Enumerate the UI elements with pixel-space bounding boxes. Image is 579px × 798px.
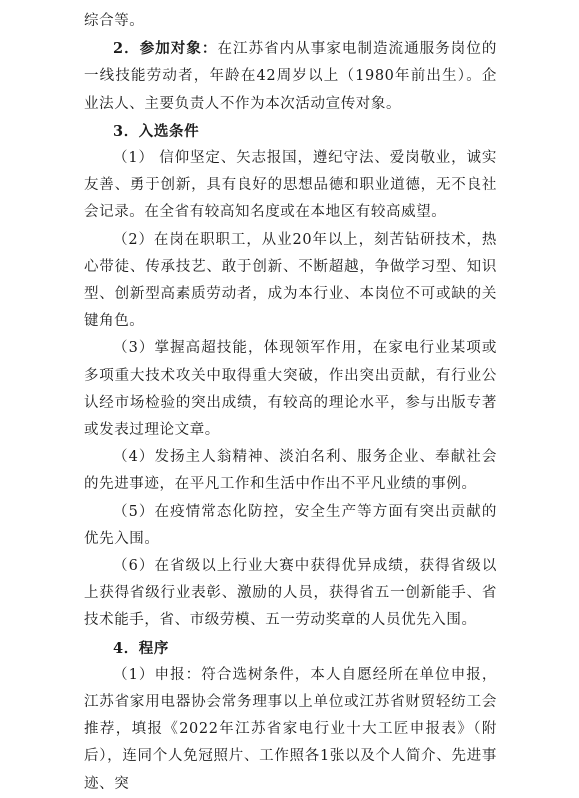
section-criteria-heading: 3．入选条件 — [113, 122, 200, 140]
procedure-item-1: （1）申报：符合选树条件，本人自愿经所在单位申报，江苏省家用电器协会常务理事以上单位或江苏省财贸轻纺工会推荐，填报《2022年江苏省家电行业十大工匠申报表》（附后），连同个人免冠照片、工作照各1张以及个人简介、先进事迹、突 — [84, 666, 497, 792]
section-participants — [84, 35, 497, 118]
criteria-item-2: （2）在岗在职职工，从业20年以上，刻苦钻研技术，热心带徒、传承技艺、敢于创新、不断超越，争做学习型、知识型、创新型高素质劳动者，成为本行业、本岗位不可或缺的关键角色。 — [84, 231, 497, 330]
criteria-item-6: （6）在省级以上行业大赛中获得优异成绩，获得省级以上获得省级行业表彰、激励的人员，获得省五一创新能手、省技术能手，省、市级劳模、五一劳动奖章的人员优先入围。 — [84, 558, 497, 629]
section-procedure-heading: 4．程序 — [113, 639, 169, 657]
criteria-item-5: （5）在疫情常态化防控，安全生产等方面有突出贡献的优先入围。 — [84, 503, 497, 547]
section-participants-text: 在江苏省内从事家电制造流通服务岗位的一线技能劳动者，年龄在42周岁以上（1980年前出生）。企业法人、主要负责人不作为本次活动宣传对象。 — [84, 41, 497, 112]
carry-over-text: 综合等。 — [84, 13, 145, 29]
criteria-item-1: （1） 信仰坚定、矢志报国，遵纪守法、爱岗敬业，诚实友善、勇于创新，具有良好的思想品德和职业道德，无不良社会记录。在全省有较高知名度或在本地区有较高威望。 — [84, 150, 497, 221]
section-participants-label: 2．参加对象： — [113, 40, 218, 58]
criteria-item-3: （3）掌握高超技能，体现领军作用，在家电行业某项或多项重大技术攻关中取得重大突破，作出突出贡献，有行业公认经市场检验的突出成绩，有较高的理论水平，参与出版专著或发表过理论文章。 — [84, 340, 497, 439]
criteria-item-4: （4）发扬主人翁精神、淡泊名利、服务企业、奉献社会的先进事迹，在平凡工作和生活中作出不平凡业绩的事例。 — [84, 449, 497, 493]
